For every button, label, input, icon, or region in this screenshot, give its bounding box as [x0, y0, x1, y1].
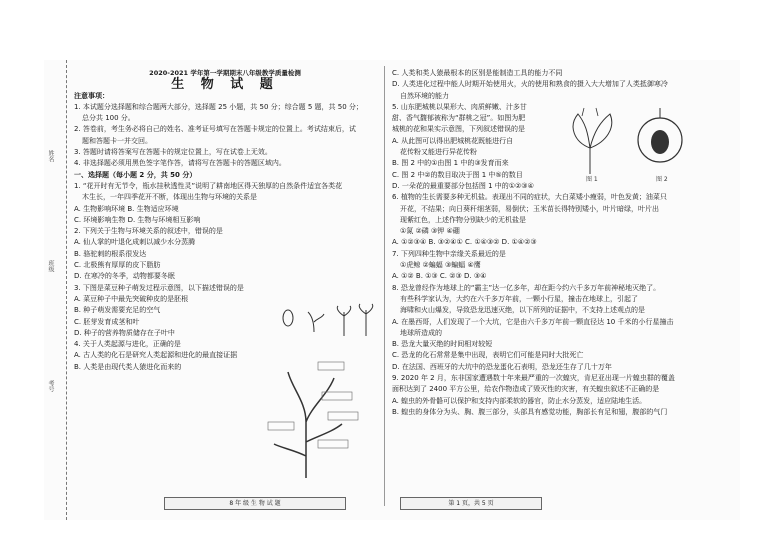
question-line: 有些科学家认为，大约在六千多万年前，一颗小行星，撞击在地球上，引起了: [400, 294, 638, 303]
question-line: B. 图 2 中的①由图 1 中的③发育而来: [392, 159, 509, 168]
question-line: 甜、香气馥郁被称为“群桃之冠”。如图为肥: [392, 114, 526, 123]
binding-mark-class: 班级: [47, 260, 54, 272]
question-line: A. 仙人掌的叶退化成刺以减少水分蒸腾: [74, 238, 196, 247]
question-line: ①氮 ②磷 ③钾 ④硼: [400, 227, 460, 236]
right-footer: 第 1 页，共 5 页: [400, 497, 542, 510]
binding-mark-name: 姓名: [47, 150, 54, 162]
question-line: B. 恐龙大量灭绝的时间相对较短: [392, 340, 493, 349]
question-line: 5. 山东肥城桃以果形大、肉质鲜嫩、汁多甘: [392, 102, 527, 111]
question-line: D. 种子的营养物质储存在子叶中: [74, 328, 175, 337]
question-line: A. 古人类的化石是研究人类起源和进化的最直接证据: [74, 351, 238, 360]
question-line: 开花，不结果；向日葵秆细茎弱，易倒伏；玉米苗长得特别矮小，叶片暗绿，叶片出: [400, 204, 659, 213]
evolution-tree-figure: [262, 352, 374, 480]
seed-germination-figure: [278, 302, 374, 344]
question-line: 9. 2020 年 2 月，东非国家遭遇数十年来最严重的一次蝗灾，肯尼亚出现一片蝗虫群的覆盖: [392, 374, 675, 383]
question-line: C. 环境影响生物 D. 生物与环境相互影响: [74, 215, 201, 224]
question-line: 城桃的花和果实示意图，下列叙述错误的是: [392, 125, 525, 134]
question-line: 2. 下列关于生物与环境关系的叙述中，错误的是: [74, 227, 223, 236]
notice-line: 4. 非选择题必须用黑色签字笔作答，请将写在答题卡的答题区域内。: [74, 159, 286, 168]
question-line: ①虎鲸 ②蝙蝠 ③蝙蝠 ④鹰: [400, 261, 481, 270]
question-line: 地球所造成的: [400, 328, 442, 337]
question-line: D. 在寒冷的冬季，动物都要冬眠: [74, 272, 175, 281]
question-line: A. 在墨西哥，人们发现了一个大坑，它是由六千多万年前一颗直径达 10 千米的小行星撞击: [392, 317, 674, 326]
flower-fruit-figure: [560, 104, 690, 184]
figure-2-caption: 图 2: [656, 176, 668, 183]
question-line: D. 人类进化过程中能人时期开始使用火，火的使用和熟食的摄入大大增加了人类抵御寒冷: [392, 80, 668, 89]
notice-line: 总分共 100 分。: [82, 114, 135, 123]
question-line: 3. 下图是菜豆种子萌发过程示意图，以下描述错误的是: [74, 283, 244, 292]
notice-heading: 注意事项：: [74, 91, 109, 100]
question-line: A. ①②③④ B. ③②④① C. ①④③② D. ①④②③: [392, 238, 537, 247]
notice-line: 题和答题卡一并交回。: [82, 136, 152, 145]
question-line: C. 北极熊有厚厚的皮下脂肪: [74, 261, 161, 270]
question-line: A. 菜豆种子中最先突破种皮的是胚根: [74, 294, 189, 303]
question-line: 8. 恐龙曾经作为地球上的“霸主”达一亿多年，却在距今约六千多万年前神秘地灭绝了。: [392, 283, 661, 292]
question-line: 6. 植物的生长需要多种无机盐。表现出不同的症状，大白菜矮小瘦弱，叶色发黄；油菜只: [392, 193, 667, 202]
question-line: D. 一朵花的最重要部分包括图 1 中的①②③④: [392, 181, 534, 190]
question-line: B. 蝗虫的身体分为头、胸、腹三部分，头部具有感觉功能，胸部长有足和翅，腹部的气门: [392, 407, 668, 416]
section-heading: 一、选择题（每小题 2 分，共 50 分）: [74, 170, 197, 179]
left-footer: 8 年 级 生 物 试 题: [164, 497, 346, 510]
notice-line: 3. 答题时请将答案写在答题卡的规定位置上，写在试卷上无效。: [74, 148, 272, 157]
question-line: 木生长，一年四季花开不断，体现出生物与环境的关系是: [82, 193, 257, 202]
question-line: 7. 下列四种生物中亲缘关系最近的是: [392, 249, 506, 258]
figure-1-caption: 图 1: [586, 176, 598, 183]
question-line: 花传粉又能进行异花传粉: [400, 148, 477, 157]
question-line: 4. 关于人类起源与进化，正确的是: [74, 340, 181, 349]
question-line: C. 恐龙的化石常常是集中出现，表明它们可能是同时大批死亡: [392, 351, 584, 360]
question-line: 1. “花开时有无节令，瓶水挂秋透性灵”说明了耕南地区得天独厚的自然条件适宜各类花: [74, 181, 343, 190]
question-line: 自然环境的能力: [400, 91, 449, 100]
question-line: D. 在法国、西班牙的大坑中的恐龙蛋化石表明，恐龙还生存了几十万年: [392, 362, 612, 371]
question-line: C. 胚芽发育成茎和叶: [74, 317, 140, 326]
notice-line: 2. 答卷前，考生务必将自己的姓名、准考证号填写在答题卡规定的位置上。考试结束后，试: [74, 125, 356, 134]
binding-margin: [44, 60, 67, 520]
question-line: A. 从此图可以得出肥城桃花既能进行自: [392, 136, 514, 145]
notice-line: 1. 本试题分选择题和综合题两大部分，选择题 25 小题，共 50 分；综合题 5 题，共 50 分；: [74, 102, 363, 111]
question-line: A. 蝗虫的外骨骼可以保护和支持内部柔软的器官，防止水分蒸发，适应陆地生活。: [392, 396, 647, 405]
binding-mark-id: 考号: [47, 380, 54, 392]
question-line: 现紫红色，上述作物分别缺少的无机盐是: [400, 215, 526, 224]
question-line: B. 骆驼刺的根系很发达: [74, 249, 147, 258]
question-line: C. 人类和类人猿最根本的区别是能制造工具的能力不同: [392, 69, 563, 77]
exam-title: 生 物 试 题: [171, 77, 279, 93]
question-line: 面积达到了 2400 平方公里，给农作物造成了毁灭性的灾害，有关蝗虫叙述不正确的是: [392, 385, 660, 394]
column-divider: [384, 66, 385, 506]
question-line: A. ①② B. ①③ C. ②③ D. ③④: [392, 272, 487, 281]
question-line: B. 种子萌发需要充足的空气: [74, 306, 161, 315]
question-line: 海啸和火山爆发，导致恐龙迅速灭绝，以下所列的证据中，不支持上述观点的是: [400, 306, 645, 315]
exam-header: 2020-2021 学年第一学期期末八年级教学质量检测: [149, 69, 301, 77]
question-line: A. 生物影响环境 B. 生物适应环境: [74, 204, 179, 213]
question-line: B. 人类是由现代类人猿进化而来的: [74, 362, 182, 371]
question-line: C. 图 2 中②的数目取决于图 1 中⑤的数目: [392, 170, 523, 179]
